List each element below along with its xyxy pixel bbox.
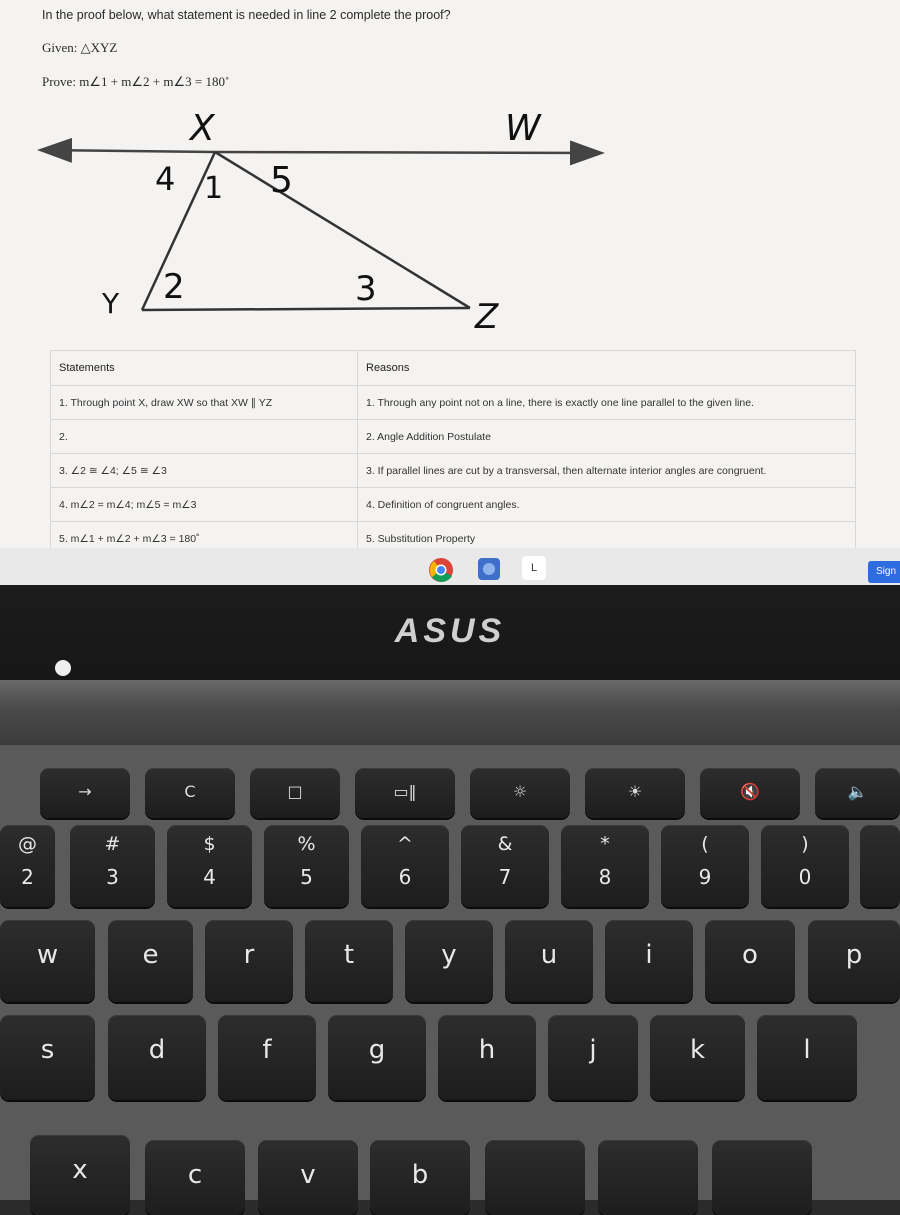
key-brightness-down[interactable]: ☼ [470,768,570,818]
key-v[interactable]: v [258,1140,358,1215]
angle-1-label: 1 [204,171,224,206]
sign-button[interactable]: Sign [868,561,900,583]
key-forward[interactable]: → [40,768,130,818]
key-p[interactable]: p [808,920,900,1002]
table-row [51,386,856,420]
angle-3-label: 3 [355,269,377,309]
key-i[interactable]: i [605,920,693,1002]
key-volume[interactable]: 🔈 [815,768,900,818]
label-x: X [190,108,215,149]
key-l[interactable]: l [757,1015,857,1100]
key-4[interactable]: $ 4 [167,825,252,907]
key-j[interactable]: j [548,1015,638,1100]
key-w[interactable]: w [0,920,95,1002]
key-n[interactable] [485,1140,585,1215]
given-text: Given: △XYZ [42,40,118,55]
screen [0,0,900,585]
angle-5-label: 5 [270,160,293,201]
label-w: W [505,108,541,149]
key-3[interactable]: # 3 [70,825,155,907]
key-o[interactable]: o [705,920,795,1002]
key-2[interactable]: @ 2 [0,825,55,907]
table-row [51,488,856,522]
question-prompt: In the proof below, what statement is needed in line 2 complete the proof? [42,8,451,22]
key-5[interactable]: % 5 [264,825,349,907]
line-xw-right [215,152,600,153]
side-xz [215,152,470,308]
key-9[interactable]: ( 9 [661,825,749,907]
laptop-hinge [0,680,900,750]
key-0[interactable]: ) 0 [761,825,849,907]
triangle-diagram [0,0,900,350]
key-fullscreen[interactable]: □ [250,768,340,818]
statement-cell-blank: 2. [51,420,358,454]
reason-cell: 1. Through any point not on a line, there is exactly one line parallel to the given line. [358,386,856,420]
table-row [51,420,856,454]
proof-table [50,350,856,556]
side-yz [142,308,470,310]
key-minus[interactable] [860,825,900,907]
brand-logo: ASUS [394,612,506,650]
key-u[interactable]: u [505,920,593,1002]
key-k[interactable]: k [650,1015,745,1100]
statement-cell: 1. Through point X, draw XW so that XW ∥ YZ [51,386,358,420]
key-8[interactable]: * 8 [561,825,649,907]
key-c[interactable]: c [145,1140,245,1215]
key-g[interactable]: g [328,1015,426,1100]
statement-cell: 5. m∠1 + m∠2 + m∠3 = 180˚ [51,522,358,556]
key-f[interactable]: f [218,1015,316,1100]
chrome-icon[interactable] [428,557,454,583]
key-mute[interactable]: 🔇 [700,768,800,818]
key-m[interactable] [598,1140,698,1215]
key-d[interactable]: d [108,1015,206,1100]
key-y[interactable]: y [405,920,493,1002]
launcher-l-icon[interactable]: L [522,556,546,580]
key-overview[interactable]: ▭‖ [355,768,455,818]
key-s[interactable]: s [0,1015,95,1100]
key-comma[interactable] [712,1140,812,1215]
key-e[interactable]: e [108,920,193,1002]
angle-2-label: 2 [163,267,185,307]
reasons-header: Reasons [358,351,856,386]
reflection-dot [55,660,71,676]
reason-cell: 4. Definition of congruent angles. [358,488,856,522]
key-h[interactable]: h [438,1015,536,1100]
line-xw-left [42,150,215,152]
statement-cell: 4. m∠2 = m∠4; m∠5 = m∠3 [51,488,358,522]
key-brightness-up[interactable]: ☀ [585,768,685,818]
statement-cell: 3. ∠2 ≅ ∠4; ∠5 ≅ ∠3 [51,454,358,488]
key-refresh[interactable]: C [145,768,235,818]
key-6[interactable]: ^ 6 [361,825,449,907]
prove-text: Prove: m∠1 + m∠2 + m∠3 = 180˚ [42,74,230,89]
key-r[interactable]: r [205,920,293,1002]
app-icon[interactable] [477,557,501,581]
key-x[interactable]: x [30,1135,130,1215]
statements-header: Statements [51,351,358,386]
label-y: Y [102,287,120,320]
key-t[interactable]: t [305,920,393,1002]
reason-cell: 5. Substitution Property [358,522,856,556]
reason-cell: 2. Angle Addition Postulate [358,420,856,454]
key-b[interactable]: b [370,1140,470,1215]
label-z: Z [475,297,499,337]
reason-cell: 3. If parallel lines are cut by a transversal, then alternate interior angles are congruent. [358,454,856,488]
key-7[interactable]: & 7 [461,825,549,907]
table-row [51,454,856,488]
angle-4-label: 4 [155,160,176,198]
